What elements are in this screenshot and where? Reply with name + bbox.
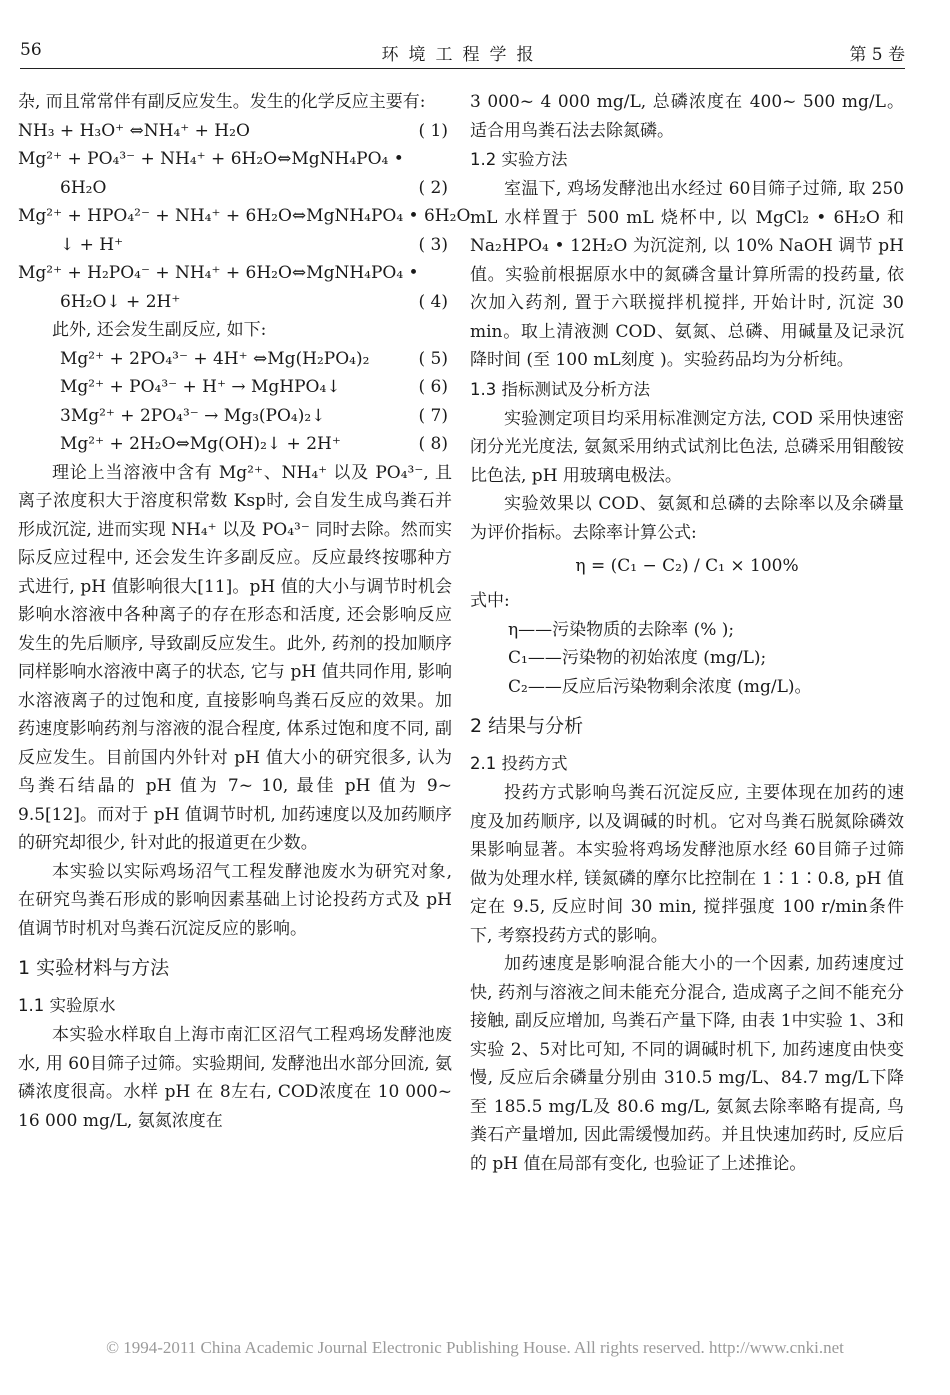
- paragraph: 本实验水样取自上海市南汇区沼气工程鸡场发酵池废水, 用 60目筛子过筛。实验期间, 发酵池出水部分回流, 氨磷浓度很高。水样 pH 在 8左右, COD浓度在 10 000~ 16 000 mg/L, 氨氮浓度在: [18, 1025, 452, 1131]
- equation-4: Mg²⁺ + H₂PO₄⁻ + NH₄⁺ + 6H₂O⇔MgNH₄PO₄ •: [18, 263, 419, 283]
- section-heading: 2 结果与分析: [470, 715, 584, 737]
- equation-number: ( 4): [418, 291, 448, 312]
- equation-number: ( 6): [418, 377, 448, 397]
- equation-8: Mg²⁺ + 2H₂O⇔Mg(OH)₂↓ + 2H⁺ ( 8): [18, 430, 452, 459]
- equation-4-cont: 6H₂O↓ + 2H⁺ ( 4): [18, 288, 452, 317]
- equation-6: Mg²⁺ + PO₄³⁻ + H⁺ → MgHPO₄↓ ( 6): [18, 373, 452, 402]
- definition-item: C₁——污染物的初始浓度 (mg/L);: [508, 648, 767, 668]
- paragraph: 实验效果以 COD、氨氮和总磷的去除率以及余磷量为评价指标。去除率计算公式:: [470, 494, 904, 543]
- paragraph: 室温下, 鸡场发酵池出水经过 60目筛子过筛, 取 250 mL 水样置于 500 mL 烧杯中, 以 MgCl₂ • 6H₂O 和 Na₂HPO₄ • 12H₂O 为沉淀剂, 以 10% NaOH 调节 pH 值。实验前根据原水中的氮磷含量计算所需的投药量, 依次加入药剂, 置于六联搅拌机搅拌, 开始计时, 沉淀 30 min。取上清液测 COD、氨氮、总磷、用碱量及记录沉降时间 (至 100 mL刻度 )。实验药品均为分析纯。: [470, 179, 904, 370]
- page-number: 56: [20, 40, 42, 60]
- removal-rate-formula: η = (C₁ − C₂) / C₁ × 100%: [575, 556, 799, 576]
- equation-number: ( 5): [418, 348, 448, 369]
- paragraph: 式中:: [470, 591, 510, 611]
- paragraph: 杂, 而且常常伴有副反应发生。发生的化学反应主要有:: [18, 92, 426, 112]
- copyright-footer: © 1994-2011 China Academic Journal Electronic Publishing House. All rights reserved. http://www.cnki.net: [106, 1338, 844, 1357]
- volume-label: 第 5 卷: [849, 45, 905, 65]
- paragraph: 理论上当溶液中含有 Mg²⁺、NH₄⁺ 以及 PO₄³⁻, 且离子浓度积大于溶度积常数 Ksp时, 会自发生成鸟粪石并形成沉淀, 进而实现 NH₄⁺ 以及 PO₄³⁻ 同时去除。然而实际反应过程中, 还会发生许多副反应。反应最终按哪种方式进行, pH 值影响很大[11]。pH 值的大小与调节时机会影响水溶液中各种离子的存在形态和活度, 还会影响反应发生的先后顺序, 导致副反应发生。此外, 药剂的投加顺序同样影响水溶液中离子的状态, 它与 pH 值共同作用, 影响水溶液离子的过饱和度, 直接影响鸟粪石反应的效果。加药速度影响药剂与溶液的混合程度, 体系过饱和度不同, 副反应发生。目前国内外针对 pH 值大小的研究很多, 认为鸟粪石结晶的 pH 值为 7~ 10, 最佳 pH 值为 9~ 9.5[12]。而对于 pH 值调节时机, 加药速度以及加药顺序的研究却很少, 针对此的报道更在少数。: [18, 462, 452, 853]
- equation-number: ( 8): [418, 434, 448, 454]
- equation-7: 3Mg²⁺ + 2PO₄³⁻ → Mg₃(PO₄)₂↓ ( 7): [18, 402, 452, 431]
- equation-number: ( 7): [418, 405, 448, 426]
- equation-1: NH₃ + H₃O⁺ ⇔NH₄⁺ + H₂O ( 1): [18, 117, 452, 146]
- definition-item: η——污染物质的去除率 (% );: [508, 619, 735, 640]
- subsection-heading: 1.1 实验原水: [18, 996, 116, 1015]
- definition-item: C₂——反应后污染物剩余浓度 (mg/L)。: [508, 676, 812, 697]
- subsection-heading: 1.3 指标测试及分析方法: [470, 379, 650, 399]
- section-heading: 1 实验材料与方法: [18, 957, 170, 979]
- equation-3: Mg²⁺ + HPO₄²⁻ + NH₄⁺ + 6H₂O⇔MgNH₄PO₄ • 6H₂O: [18, 206, 471, 226]
- subsection-heading: 2.1 投药方式: [470, 754, 568, 773]
- right-column: [470, 88, 904, 1178]
- equation-2: Mg²⁺ + PO₄³⁻ + NH₄⁺ + 6H₂O⇔MgNH₄PO₄ •: [18, 149, 404, 169]
- equation-3-cont: ↓ + H⁺ ( 3): [18, 231, 452, 260]
- equation-2-cont: 6H₂O ( 2): [18, 174, 452, 203]
- subsection-heading: 1.2 实验方法: [470, 150, 568, 169]
- equation-number: ( 2): [418, 177, 448, 198]
- running-header: [20, 38, 905, 69]
- journal-title: 环境工程学报: [381, 45, 544, 65]
- equation-number: ( 1): [418, 120, 448, 141]
- equation-number: ( 3): [418, 234, 448, 255]
- paragraph: 本实验以实际鸡场沼气工程发酵池废水为研究对象, 在研究鸟粪石形成的影响因素基础上讨论投药方式及 pH 值调节时机对鸟粪石沉淀反应的影响。: [18, 861, 452, 939]
- left-column: [18, 88, 471, 1135]
- paragraph: 此外, 还会发生副反应, 如下:: [52, 320, 267, 340]
- formula-definitions: [470, 616, 904, 702]
- paragraph: 3 000~ 4 000 mg/L, 总磷浓度在 400~ 500 mg/L。适合用鸟粪石法去除氮磷。: [470, 92, 904, 141]
- paragraph: 实验测定项目均采用标准测定方法, COD 采用快速密闭分光光度法, 氨氮采用纳式试剂比色法, 总磷采用钼酸铵比色法, pH 用玻璃电极法。: [470, 408, 904, 486]
- paragraph: 加药速度是影响混合能大小的一个因素, 加药速度过快, 药剂与溶液之间未能充分混合, 造成离子之间不能充分接触, 副反应增加, 鸟粪石产量下降, 由表 1中实验 1、3和实验 2、5对比可知, 不同的调碱时机下, 加药速度由快变慢, 反应后余磷量分别由 310.5 mg/L、84.7 mg/L下降至 185.5 mg/L及 80.6 mg/L, 氨氮去除率略有提高, 鸟粪石产量增加, 因此需缓慢加药。并且快速加药时, 反应后的 pH 值在局部有变化, 也验证了上述推论。: [470, 954, 904, 1174]
- equation-5: Mg²⁺ + 2PO₄³⁻ + 4H⁺ ⇔Mg(H₂PO₄)₂ ( 5): [18, 345, 452, 374]
- paragraph: 投药方式影响鸟粪石沉淀反应, 主要体现在加药的速度及加药顺序, 以及调碱的时机。它对鸟粪石脱氮除磷效果影响显著。本实验将鸡场发酵池原水经 60目筛子过筛做为处理水样, 镁氮磷的摩尔比控制在 1∶1∶0.8, pH 值定在 9.5, 反应时间 30 min, 搅拌强度 100 r/min条件下, 考察投药方式的影响。: [470, 783, 904, 946]
